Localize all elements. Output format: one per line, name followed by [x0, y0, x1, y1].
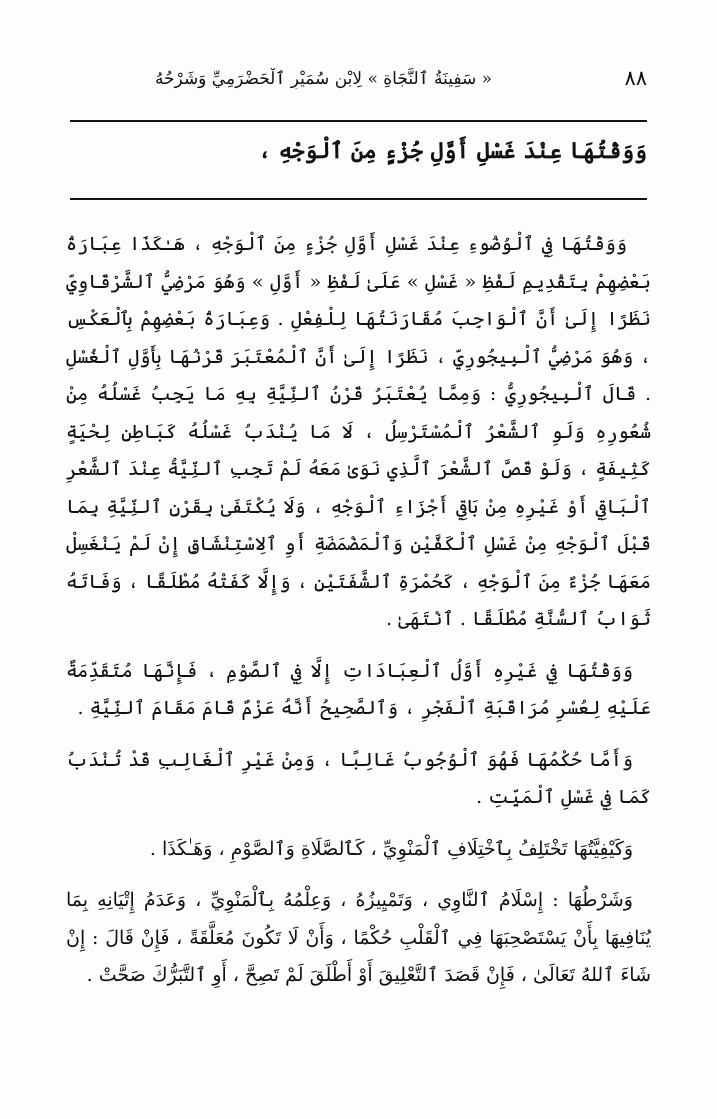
commentary-paragraph: وَوَقْتُهَا فِي ٱلْوُضُوءِ عِنْدَ غَسْلِ أَوَّلِ جُزْءٍ مِنَ ٱلْوَجْهِ ، هَـٰكَذَا عِبَارَةُ بَعْضِهِمْ بِتَقْدِيمِ لَفْظِ « غَسْلِ » عَلَىٰ لَفْظِ « أَوَّلِ » وَهُوَ مَرْضِيُّ ٱلشَّرْقَاوِيِّ نَظَرًا إِلَىٰ أَنَّ ٱلْوَاجِبَ مُقَارَنَتُهَا لِلْفِعْلِ . وَعِبَارَةُ بَعْضِهِمْ بِٱلْعَكْسِ ، وَهُوَ مَرْضِيُّ ٱلْبِيجُورِيِّ ، نَظَرًا إِلَىٰ أَنَّ ٱلْمُعْتَبَرَ قَرْنُهَا بِأَوَّلِ ٱلْغُسْلِ . قَالَ ٱلْبِيجُورِيُّ : وَمِمَّا يُعْتَبَرُ قَرْنُ ٱلنِّيَّةِ بِهِ مَا يَجِبُ غَسْلُهُ مِنْ شُعُورِهِ وَلَوِ ٱلشَّعْرُ ٱلْمُسْتَرْسِلُ ، لَا مَا يُنْدَبُ غَسْلُهُ كَبَاطِنِ لِحْيَةٍ كَثِيفَةٍ ، وَلَوْ قَصَّ ٱلشَّعْرَ ٱلَّذِي نَوَىٰ مَعَهُ لَمْ تَجِبِ ٱلنِّيَّةُ عِنْدَ ٱلشَّعْرِ ٱلْبَاقِي أَوْ غَيْرِهِ مِنْ بَاقِي أَجْزَاءِ ٱلْوَجْهِ ، وَلَا يُكْتَفَىٰ بِقَرْنِ ٱلنِّيَّةِ بِمَا قَبْلَ ٱلْوَجْهِ مِنْ غَسْلِ ٱلْكَفَّيْنِ وَٱلْمَضْمَضَةِ أَوِ ٱلِاسْتِنْشَاقِ إِنْ لَمْ يَنْغَسِلْ مَعَهَا جُزْءٌ مِنَ ٱلْوَجْهِ ، كَحُمْرَةِ ٱلشَّفَتَيْنِ ، وَإِلَّا كَفَتْهُ مُطْلَقًا ، وَفَاتَهُ ثَوَابُ ٱلسُّنَّةِ مُطْلَقًا . ٱنْتَهَىٰ .	[66, 233, 651, 630]
page-number: ٨٨	[624, 66, 647, 90]
header-rule	[70, 120, 647, 122]
commentary-paragraph: وَأَمَّا حُكْمُهَا فَهُوَ ٱلْوُجُوبُ غَالِبًا ، وَمِنْ غَيْرِ ٱلْغَالِبِ قَدْ تُنْدَبُ كَمَا فِي غَسْلِ ٱلْمَيِّتِ .	[66, 748, 651, 808]
commentary-paragraph: وَكَيْفِيَّتُهَا تَخْتَلِفُ بِٱخْتِلَافِ ٱلْمَنْوِيِّ ، كَٱلصَّلَاةِ وَٱلصَّوْمِ ، وَهَـٰكَذَا .	[149, 837, 633, 860]
commentary-paragraph: وَشَرْطُهَا : إِسْلَامُ ٱلنَّاوِي ، وَتَمْيِيزُهُ ، وَعِلْمُهُ بِٱلْمَنْوِيِّ ، وَعَدَمُ إِتْيَانِهِ بِمَا يُنَافِيهَا بِأَنْ يَسْتَصْحِبَهَا فِي ٱلْقَلْبِ حُكْمًا ، وَأَنْ لَا تَكُونَ مُعَلَّقَةً ، فَإِنْ قَالَ : إِنْ شَاءَ ٱللهُ تَعَالَىٰ ، فَإِنْ قَصَدَ ٱلتَّعْلِيقَ أَوْ أَطْلَقَ لَمْ تَصِحَّ ، أَوِ ٱلتَّبَرُّكَ صَحَّتْ .	[66, 889, 651, 986]
commentary	[66, 226, 651, 1009]
matn-sharh-divider	[70, 198, 647, 200]
running-title: « سَفِينَةُ ٱلنَّجَاةِ » لِابْنِ سُمَيْرِ ٱلْحَضْرَمِيِّ وَشَرْحُهُ	[154, 69, 493, 89]
commentary-paragraph: وَوَقْتُهَا فِي غَيْرِهِ أَوَّلُ ٱلْعِبَادَاتِ إِلَّا فِي ٱلصَّوْمِ ، فَإِنَّهَا مُتَقَدِّمَةٌ عَلَيْهِ لِعُسْرِ مُرَاقَبَةِ ٱلْفَجْرِ ، وَٱلصَّحِيحُ أَنَّهُ عَزْمٌ قَامَ مَقَامَ ٱلنِّيَّةِ .	[66, 659, 651, 719]
matn-text: وَوَقْتُهَا عِنْدَ غَسْلِ أَوَّلِ جُزْءٍ مِنَ ٱلْوَجْهِ ،	[258, 138, 647, 164]
running-head	[70, 62, 647, 102]
